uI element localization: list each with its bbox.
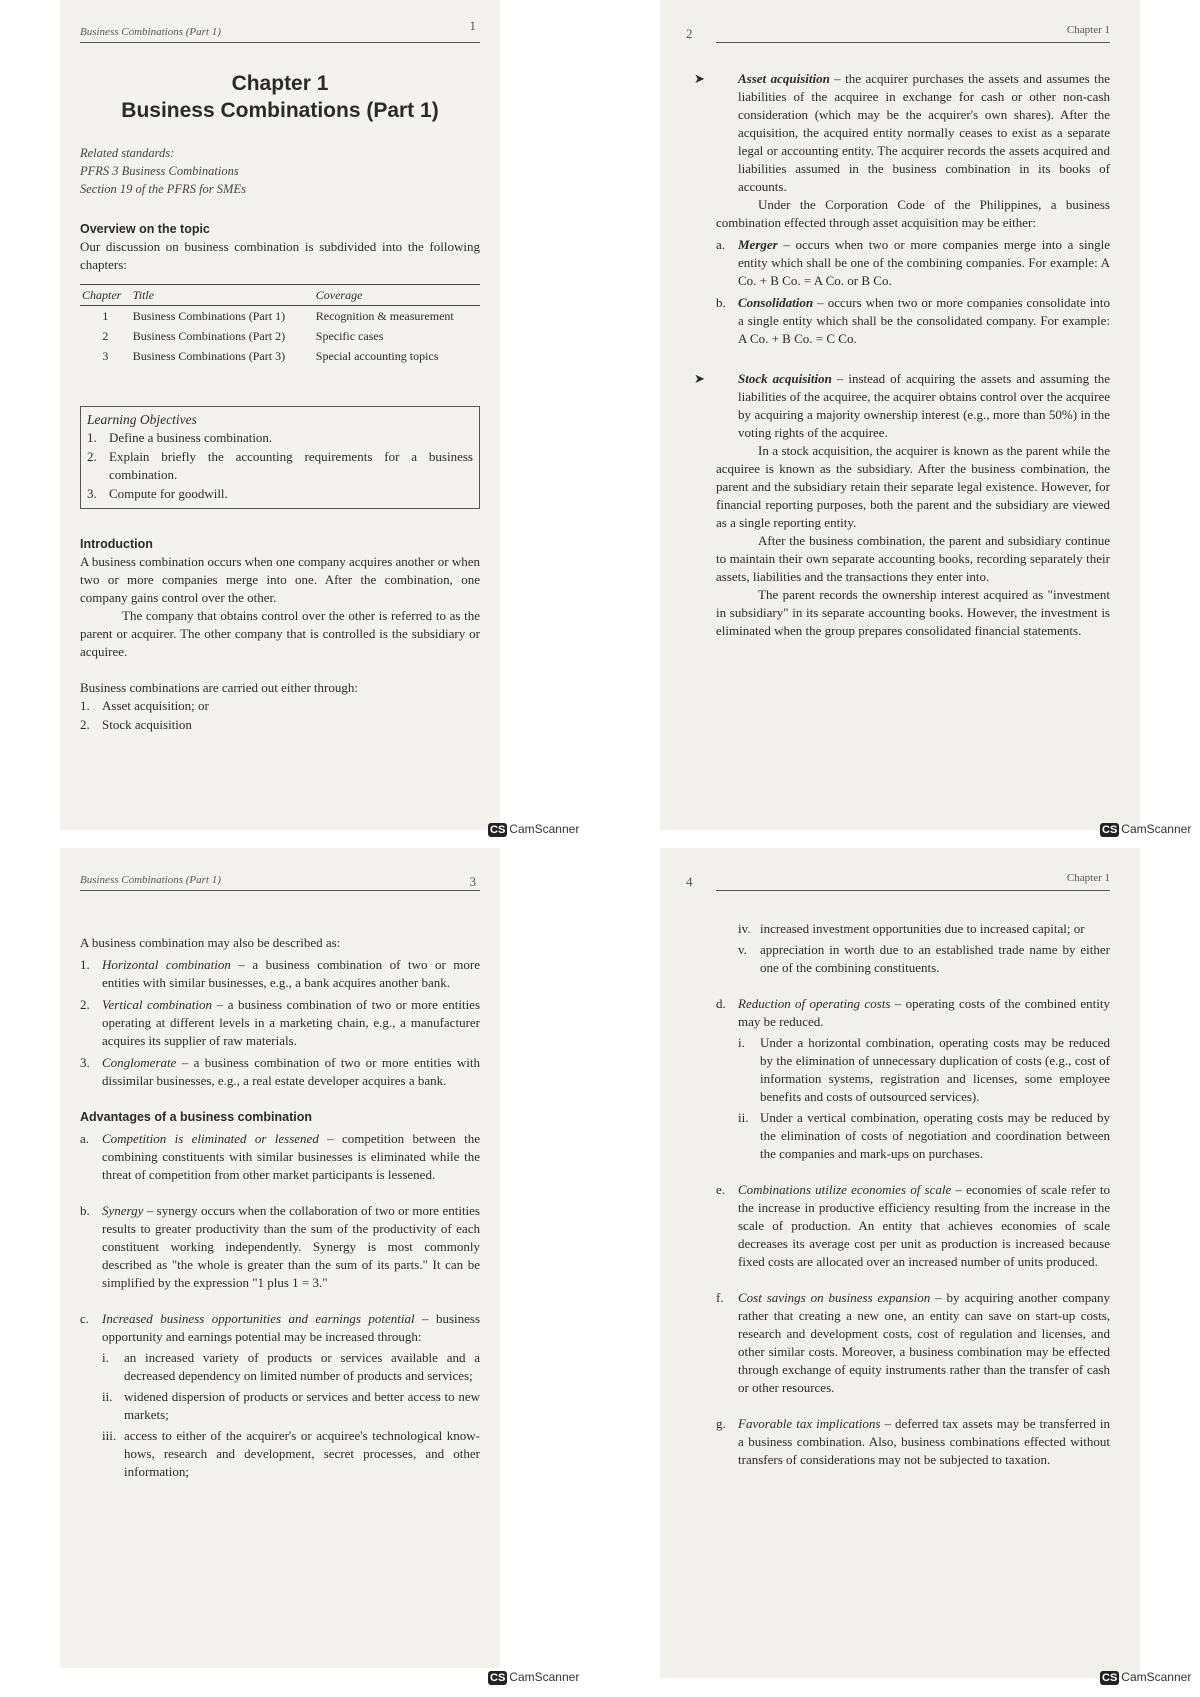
list-item: b. Synergy – synergy occurs when the collaboration of two or more entities results to greater productivity than the sum of the productivity of each constituent working independently. Synergy is most commonly described as "the whole is greater than the sum of its parts." It can be simplified by the expression "1 plus 1 = 3.": [80, 1203, 480, 1290]
list-item-text: Stock acquisition: [102, 717, 192, 732]
list-item: 2. Explain briefly the accounting requirements for a business combination.: [87, 449, 473, 482]
chapter-label: Chapter 1: [231, 72, 329, 95]
definition: – occurs when two or more companies merge into a single entity which shall be one of the combining companies. For example: A Co. + B Co. = A Co. or B Co.: [738, 237, 1111, 288]
page-number: 3: [469, 874, 476, 889]
list-item: i. Under a horizontal combination, operating costs may be reduced by the elimination of unnecessary duplication of costs (e.g., cost of information systems, registration and licenses, some employee benefits and costs of outsourced services).: [738, 1035, 1110, 1104]
list-item: 3. Conglomerate – a business combination of two or more entities with dissimilar businesses, e.g., a real estate developer acquires a bank.: [80, 1055, 481, 1088]
table-row: [80, 326, 480, 346]
advantages-heading: Advantages of a business combination: [80, 1110, 312, 1124]
arrow-bullet-icon: ➤: [694, 371, 705, 386]
list-item-text: Under a vertical combination, operating costs may be reduced by the elimination of costs of negotiation and coordination between the companies and mark-ups on purchases.: [760, 1110, 1110, 1161]
list-item: 1. Asset acquisition; or: [80, 698, 209, 713]
list-item-text: Define a business combination.: [109, 430, 273, 445]
list-item: 1. Define a business combination.: [87, 430, 273, 445]
table-cell: Specific cases: [315, 329, 384, 343]
watermark-text: CamScanner: [509, 822, 580, 836]
chapters-table: [80, 284, 480, 366]
running-chapter: Chapter 1: [1066, 24, 1110, 36]
term: Vertical combination: [102, 997, 213, 1012]
list-item-text: Asset acquisition; or: [102, 698, 209, 713]
related-standards-label: Related standards:: [80, 146, 175, 160]
stock-paragraph-2: In a stock acquisition, the acquirer is known as the parent while the acquiree is known as the subsidiary. After the business combination, the parent and the subsidiary retain their separate legal existence. However, for financial reporting purposes, both the parent and the subsidiary are viewed as a single reporting entity.: [716, 443, 1110, 530]
list-item: 3. Compute for goodwill.: [87, 486, 228, 501]
list-item: f. Cost savings on business expansion – by acquiring another company rather that creating a new one, an entity can save on start-up costs, research and development costs, cost of regulation and licenses, and other similar costs. Moreover, a business combination may be effected through exchange of equity instruments rather than the transfer of cash or other resources.: [716, 1290, 1110, 1395]
list-item-text: access to either of the acquirer's or acquiree's technological know-hows, research and development, secret processes, and other information;: [124, 1428, 480, 1479]
definition: – a business combination of two or more entities operating at different levels in a marketing chain, e.g., a manufacturer acquires its supplier of raw materials.: [102, 997, 481, 1048]
page-number: 2: [686, 26, 693, 41]
page-header: [80, 870, 480, 891]
table-header: Title: [131, 285, 314, 306]
list-item: iii. access to either of the acquirer's or acquiree's technological know-hows, research and development, secret processes, and other information;: [102, 1428, 480, 1479]
overview-text: Our discussion on business combination is subdivided into the following chapters:: [80, 239, 480, 272]
page-number: 1: [469, 18, 476, 33]
list-item-text: increased investment opportunities due to increased capital; or: [760, 921, 1085, 936]
term: Competition is eliminated or lessened: [102, 1131, 319, 1146]
term: Conglomerate: [102, 1055, 177, 1070]
camscanner-watermark: [1100, 822, 1191, 837]
list-item: v. appreciation in worth due to an established trade name by either one of the combining constituents.: [738, 942, 1110, 975]
definition: – synergy occurs when the collaboration of two or more entities results to greater productivity than the sum of the productivity of each constituent working independently. Synergy is most commonly described as "the whole is greater than the sum of its parts." It can be simplified by the expression "1 plus 1 = 3.": [102, 1203, 480, 1290]
camscanner-logo-icon: CS: [1102, 1672, 1118, 1684]
page-header: [686, 870, 1110, 891]
described-text: A business combination may also be described as:: [80, 935, 341, 950]
asset-acquisition-item: [694, 70, 1110, 196]
stock-paragraph-4: The parent records the ownership interest acquired as "investment in subsidiary" in its separate accounting books. However, the investment is eliminated when the group prepares consolidated financial statements.: [716, 587, 1110, 638]
list-item-text: appreciation in worth due to an established trade name by either one of the combining constituents.: [760, 942, 1110, 975]
list-item: ii. Under a vertical combination, operating costs may be reduced by the elimination of costs of negotiation and coordination between the companies and mark-ups on purchases.: [738, 1110, 1110, 1161]
table-cell: Recognition & measurement: [315, 309, 454, 323]
camscanner-logo-icon: CS: [490, 1672, 506, 1684]
introduction-heading: Introduction: [80, 537, 153, 551]
running-title: Business Combinations (Part 1): [80, 874, 221, 886]
page-3: [60, 848, 500, 1668]
table-header: Coverage: [314, 285, 480, 306]
table-cell: 1: [102, 309, 109, 323]
watermark-text: CamScanner: [1121, 822, 1192, 836]
intro-paragraph-2: The company that obtains control over the other is referred to as the parent or acquirer. The other company that is controlled is the subsidiary or acquiree.: [80, 608, 480, 659]
table-cell: Business Combinations (Part 2): [132, 329, 286, 343]
term: Horizontal combination: [102, 957, 231, 972]
list-item-text: Under a horizontal combination, operating costs may be reduced by the elimination of unnecessary duplication of costs (e.g., cost of information systems, registration and licenses, some employee benefits and costs of outsourced services).: [760, 1035, 1110, 1104]
list-item: a. Competition is eliminated or lessened – competition between the combining constituents with similar businesses is eliminated while the threat of competition from other market participants is lessened.: [80, 1131, 481, 1182]
consolidation-item: b. Consolidation – occurs when two or more companies consolidate into a single entity which shall be the consolidated company. For example: A Co. + B Co. = C Co.: [716, 295, 1110, 346]
definition: – competition between the combining constituents with similar businesses is eliminated while the threat of competition from other market participants is lessened.: [102, 1131, 481, 1182]
overview-heading: Overview on the topic: [80, 222, 210, 236]
camscanner-logo-icon: CS: [1102, 824, 1118, 836]
related-standard-1: PFRS 3 Business Combinations: [80, 164, 239, 178]
list-item: ii. widened dispersion of products or services and better access to new markets;: [102, 1389, 480, 1422]
running-chapter: Chapter 1: [1066, 872, 1110, 884]
list-item: g. Favorable tax implications – deferred tax assets may be transferred in a business combination. Also, business combinations effected without transfers of considerations may not be subjected to taxation.: [716, 1416, 1110, 1467]
camscanner-watermark: [1100, 1670, 1191, 1685]
page-header: [686, 22, 1110, 43]
page-4: [660, 848, 1140, 1678]
term: Combinations utilize economies of scale: [738, 1182, 952, 1197]
page-header: [80, 18, 480, 43]
definition: – deferred tax assets may be transferred in a business combination. Also, business combinations effected without transfers of considerations may not be subjected to taxation.: [738, 1416, 1110, 1467]
merger-item: a. Merger – occurs when two or more companies merge into a single entity which shall be one of the combining companies. For example: A Co. + B Co. = A Co. or B Co.: [716, 237, 1111, 288]
definition: – business opportunity and earnings potential may be increased through:: [102, 1311, 481, 1344]
definition: – the acquirer purchases the assets and assumes the liabilities of the acquiree in exchange for cash or other non-cash consideration (which may be the acquirer's own shares). After the acquisition, the acquired entity normally ceases to exist as a separate legal or accounting entity. The acquirer records the assets acquired and liabilities assumed in the business combination in its books of accounts.: [738, 71, 1110, 194]
list-item: i. an increased variety of products or services available and a decreased dependency on limited number of products and services;: [102, 1350, 480, 1383]
definition: – a business combination of two or more entities with similar businesses, e.g., a bank acquires another bank.: [102, 957, 481, 990]
corp-code-text: Under the Corporation Code of the Philippines, a business combination effected through asset acquisition may be either:: [716, 197, 1110, 230]
arrow-bullet-icon: ➤: [694, 71, 705, 86]
page-number: 4: [686, 874, 693, 889]
list-item: 2. Vertical combination – a business combination of two or more entities operating at different levels in a marketing chain, e.g., a manufacturer acquires its supplier of raw materials.: [80, 997, 481, 1048]
learning-objectives-title: Learning Objectives: [87, 412, 197, 427]
table-cell: 2: [102, 329, 109, 343]
table-cell: Business Combinations (Part 3): [132, 349, 286, 363]
learning-objectives-box: [80, 406, 480, 509]
list-item-text: an increased variety of products or services available and a decreased dependency on limited number of products and services;: [124, 1350, 480, 1383]
table-row: [80, 306, 480, 327]
camscanner-logo-icon: CS: [490, 824, 506, 836]
definition: – economies of scale refer to the increase in productive efficiency resulting from the increase in the scale of production. An entity that achieves economies of scale decreases its average cost per unit as production is increased because fixed costs are allocated over an increased number of units produced.: [738, 1182, 1110, 1269]
list-item-text: Explain briefly the accounting requirements for a business combination.: [109, 449, 473, 482]
page-1: [60, 0, 500, 830]
list-item-text: Compute for goodwill.: [109, 486, 228, 501]
running-title: Business Combinations (Part 1): [80, 26, 221, 38]
term: Consolidation: [738, 295, 814, 310]
definition: – instead of acquiring the assets and assuming the liabilities of the acquiree, the acquirer obtains control over the acquiree by acquiring a majority ownership interest (e.g., more than 50%) in the voting rights of the acquiree.: [738, 371, 1110, 440]
table-row: [80, 346, 480, 366]
definition: – by acquiring another company rather that creating a new one, an entity can save on start-up costs, research and development costs, cost of regulation and licenses, and other similar costs. Moreover, a business combination may be effected through exchange of equity instruments rather than the transfer of cash or other resources.: [738, 1290, 1110, 1395]
term: Increased business opportunities and earnings potential: [102, 1311, 415, 1326]
table-cell: Business Combinations (Part 1): [132, 309, 286, 323]
list-item: d. Reduction of operating costs – operating costs of the combined entity may be reduced.: [716, 996, 1110, 1029]
term: Synergy: [102, 1203, 144, 1218]
term: Asset acquisition: [738, 71, 830, 86]
page-2: [660, 0, 1140, 830]
term: Cost savings on business expansion: [738, 1290, 931, 1305]
stock-paragraph-3: After the business combination, the parent and subsidiary continue to maintain their own separate accounting books, recording separately their assets, liabilities and the transactions they enter into.: [716, 533, 1110, 584]
list-item-text: widened dispersion of products or services and better access to new markets;: [124, 1389, 480, 1422]
camscanner-watermark: [488, 822, 579, 837]
watermark-text: CamScanner: [509, 1670, 580, 1684]
camscanner-watermark: [488, 1670, 579, 1685]
table-header: Chapter: [80, 285, 131, 306]
term: Stock acquisition: [738, 371, 832, 386]
watermark-text: CamScanner: [1121, 1670, 1192, 1684]
term: Favorable tax implications: [738, 1416, 881, 1431]
term: Reduction of operating costs: [738, 996, 891, 1011]
definition: – a business combination of two or more entities with dissimilar businesses, e.g., a real estate developer acquires a bank.: [102, 1055, 481, 1088]
definition: – occurs when two or more companies consolidate into a single entity which shall be the consolidated company. For example: A Co. + B Co. = C Co.: [738, 295, 1110, 346]
related-standard-2: Section 19 of the PFRS for SMEs: [80, 182, 246, 196]
either-text: Business combinations are carried out either through:: [80, 680, 358, 695]
list-item: e. Combinations utilize economies of scale – economies of scale refer to the increase in productive efficiency resulting from the increase in the scale of production. An entity that achieves economies of scale decreases its average cost per unit as production is increased because fixed costs are allocated over an increased number of units produced.: [716, 1182, 1110, 1269]
table-cell: 3: [102, 349, 109, 363]
chapter-title: Business Combinations (Part 1): [121, 99, 439, 122]
list-item: 2. Stock acquisition: [80, 717, 192, 732]
table-cell: Special accounting topics: [315, 349, 439, 363]
term: Merger: [738, 237, 778, 252]
intro-paragraph-1: A business combination occurs when one company acquires another or when two or more companies merge into one. After the combination, one company gains control over the other.: [80, 554, 481, 605]
list-item: iv. increased investment opportunities due to increased capital; or: [738, 921, 1085, 936]
list-item: c. Increased business opportunities and earnings potential – business opportunity and earnings potential may be increased through:: [80, 1311, 481, 1344]
stock-acquisition-item: [694, 370, 1110, 442]
list-item: 1. Horizontal combination – a business combination of two or more entities with similar businesses, e.g., a bank acquires another bank.: [80, 957, 481, 990]
definition: – operating costs of the combined entity may be reduced.: [738, 996, 1110, 1029]
